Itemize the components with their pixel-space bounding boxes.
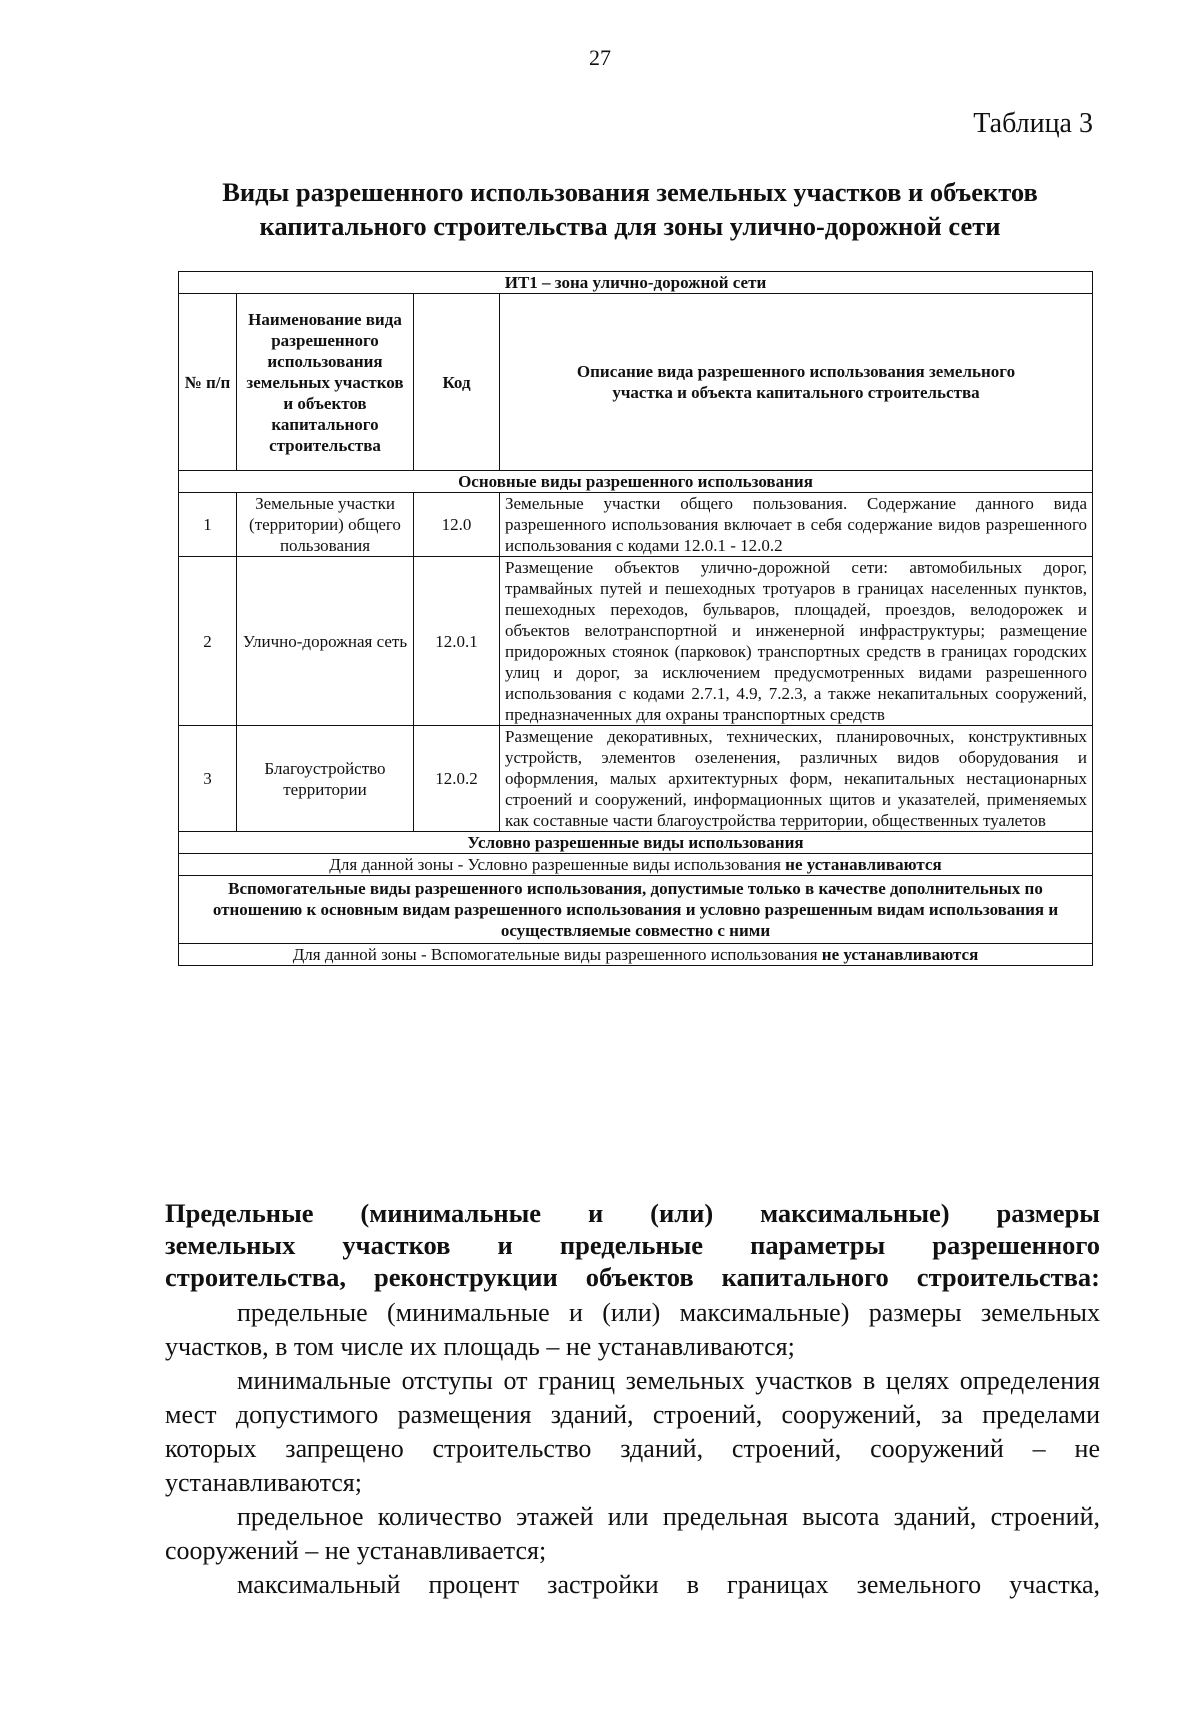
column-header-name: Наименование вида разрешенного использования земельных участков и объектов капитального строительства: [237, 294, 414, 471]
column-header-description: Описание вида разрешенного использования земельного участка и объекта капитального строительства: [500, 294, 1093, 471]
land-use-table: [178, 271, 1093, 966]
section-title: [165, 1197, 1100, 1293]
table-row: [179, 726, 1093, 832]
main-uses-section-header: Основные виды разрешенного использования: [179, 471, 1093, 493]
conditional-uses-note-text: Для данной зоны - Условно разрешенные виды использования: [329, 855, 786, 874]
row-name: Благоустройство территории: [237, 726, 414, 832]
section-body: [165, 1296, 1100, 1602]
row-name: Земельные участки (территории) общего пользования: [237, 493, 414, 557]
document-title-line-1: Виды разрешенного использования земельных участков и объектов: [222, 177, 1038, 207]
row-description: Размещение декоративных, технических, планировочных, конструктивных устройств, элементов озеленения, различных видов оборудования и оформления, малых архитектурных форм, некапитальных нестационарных строений и сооружений, информационных щитов и указателей, применяемых как составные части благоустройства территории, общественных туалетов: [500, 726, 1093, 832]
conditional-uses-section-header: Условно разрешенные виды использования: [179, 832, 1093, 854]
row-code: 12.0.2: [414, 726, 500, 832]
row-number: 2: [179, 557, 237, 726]
row-name: Улично-дорожная сеть: [237, 557, 414, 726]
zone-header: ИТ1 – зона улично-дорожной сети: [179, 272, 1093, 294]
auxiliary-uses-section-header: Вспомогательные виды разрешенного использования, допустимые только в качестве дополнительных по отношению к основным видам разрешенного использования и условно разрешенным видам использования и осуществляемые совместно с ними: [179, 876, 1093, 944]
column-header-code: Код: [414, 294, 500, 471]
section-title-line-3: строительства, реконструкции объектов капитального строительства:: [165, 1262, 1100, 1292]
table-row: [179, 493, 1093, 557]
row-description: Земельные участки общего пользования. Содержание данного вида разрешенного использования включает в себя содержание видов разрешенного использования с кодами 12.0.1 - 12.0.2: [500, 493, 1093, 557]
table-row: [179, 557, 1093, 726]
conditional-uses-note-emphasis: не устанавливаются: [785, 855, 942, 874]
column-header-number: № п/п: [179, 294, 237, 471]
section-title-line-2: земельных участков и предельные параметры разрешенного: [165, 1230, 1100, 1260]
document-title-line-2: капитального строительства для зоны улично-дорожной сети: [259, 211, 1001, 241]
row-code: 12.0: [414, 493, 500, 557]
row-number: 3: [179, 726, 237, 832]
auxiliary-uses-note: [179, 944, 1093, 966]
conditional-uses-note: [179, 854, 1093, 876]
table-label: Таблица 3: [973, 108, 1093, 139]
section-title-line-1: Предельные (минимальные и (или) максимальные) размеры: [165, 1198, 1100, 1228]
paragraph: предельное количество этажей или предельная высота зданий, строений, сооружений – не устанавливается;: [165, 1502, 1100, 1565]
row-description: Размещение объектов улично-дорожной сети: автомобильных дорог, трамвайных путей и пешеходных тротуаров в границах населенных пунктов, пешеходных переходов, бульваров, площадей, проездов, велодорожек и объектов велотранспортной и инженерной инфраструктуры; размещение придорожных стоянок (парковок) транспортных средств в границах городских улиц и дорог, за исключением предусмотренных видами разрешенного использования с кодами 2.7.1, 4.9, 7.2.3, а также некапитальных сооружений, предназначенных для охраны транспортных средств: [500, 557, 1093, 726]
auxiliary-uses-note-emphasis: не устанавливаются: [821, 945, 979, 964]
paragraph: максимальный процент застройки в границах земельного участка,: [237, 1570, 1100, 1599]
paragraph: минимальные отступы от границ земельных участков в целях определения мест допустимого размещения зданий, строений, сооружений, за пределами которых запрещено строительство зданий, строений, сооружений – не устанавливаются;: [165, 1366, 1100, 1497]
paragraph: предельные (минимальные и (или) максимальные) размеры земельных участков, в том числе их площадь – не устанавливаются;: [165, 1298, 1100, 1361]
row-number: 1: [179, 493, 237, 557]
document-title: [160, 175, 1100, 243]
row-code: 12.0.1: [414, 557, 500, 726]
page-number: 27: [589, 45, 611, 70]
auxiliary-uses-note-text: Для данной зоны - Вспомогательные виды разрешенного использования: [292, 945, 822, 964]
